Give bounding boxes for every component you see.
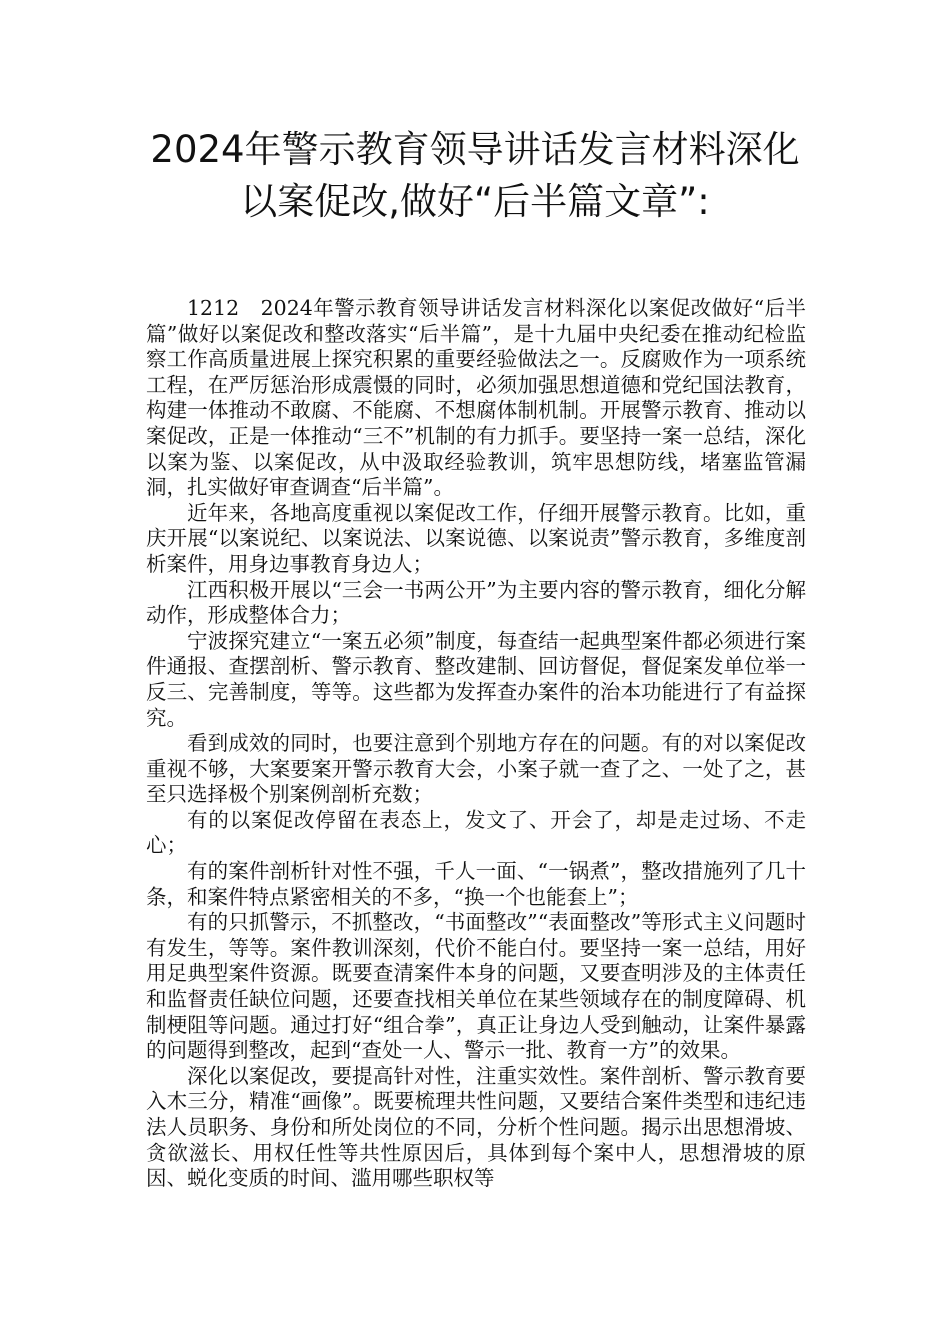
paragraph: 宁波探究建立“一案五必须”制度，每查结一起典型案件都必须进行案件通报、查摆剖析、警示教育、整改建制、回访督促，督促案发单位举一反三、完善制度，等等。这些都为发挥查办案件的治本功能进行了有益探究。 (146, 628, 806, 730)
paragraph: 有的以案促改停留在表态上，发文了、开会了，却是走过场、不走心； (146, 807, 806, 858)
title-line-2: 以案促改,做好“后半篇文章”: (240, 180, 710, 223)
title-line-1: 2024年警示教育领导讲话发言材料深化 (150, 128, 800, 171)
paragraph: 看到成效的同时，也要注意到个别地方存在的问题。有的对以案促改重视不够，大案要案开警示教育大会，小案子就一查了之、一处了之，甚至只选择极个别案例剖析充数； (146, 731, 806, 807)
paragraph: 有的只抓警示，不抓整改，“书面整改”“表面整改”等形式主义问题时有发生，等等。案件教训深刻，代价不能白付。要坚持一案一总结，用好用足典型案件资源。既要查清案件本身的问题，又要查明涉及的主体责任和监督责任缺位问题，还要查找相关单位在某些领域存在的制度障碍、机制梗阻等问题。通过打好“组合拳”，真正让身边人受到触动，让案件暴露的问题得到整改，起到“查处一人、警示一批、教育一方”的效果。 (146, 910, 806, 1063)
paragraph: 近年来，各地高度重视以案促改工作，仔细开展警示教育。比如，重庆开展“以案说纪、以案说法、以案说德、以案说责”警示教育，多维度剖析案件，用身边事教育身边人； (146, 500, 806, 576)
paragraph: 1212 2024年警示教育领导讲话发言材料深化以案促改做好“后半篇”做好以案促改和整改落实“后半篇”，是十九届中央纪委在推动纪检监察工作高质量进展上探究积累的重要经验做法之一。反腐败作为一项系统工程，在严厉惩治形成震慑的同时，必须加强思想道德和党纪国法教育，构建一体推动不敢腐、不能腐、不想腐体制机制。开展警示教育、推动以案促改，正是一体推动“三不”机制的有力抓手。要坚持一案一总结，深化以案为鉴、以案促改，从中汲取经验教训，筑牢思想防线，堵塞监管漏洞，扎实做好审查调查“后半篇”。 (146, 296, 806, 500)
document-body (146, 296, 806, 1192)
paragraph: 深化以案促改，要提高针对性，注重实效性。案件剖析、警示教育要入木三分，精准“画像”。既要梳理共性问题，又要结合案件类型和违纪违法人员职务、身份和所处岗位的不同，分析个性问题。揭示出思想滑坡、贪欲滋长、用权任性等共性原因后，具体到每个案中人，思想滑坡的原因、蜕化变质的时间、滥用哪些职权等 (146, 1063, 806, 1191)
paragraph: 江西积极开展以“三会一书两公开”为主要内容的警示教育，细化分解动作，形成整体合力； (146, 577, 806, 628)
paragraph: 有的案件剖析针对性不强，千人一面、“一锅煮”，整改措施列了几十条，和案件特点紧密相关的不多，“换一个也能套上”； (146, 859, 806, 909)
document-title (60, 124, 890, 228)
